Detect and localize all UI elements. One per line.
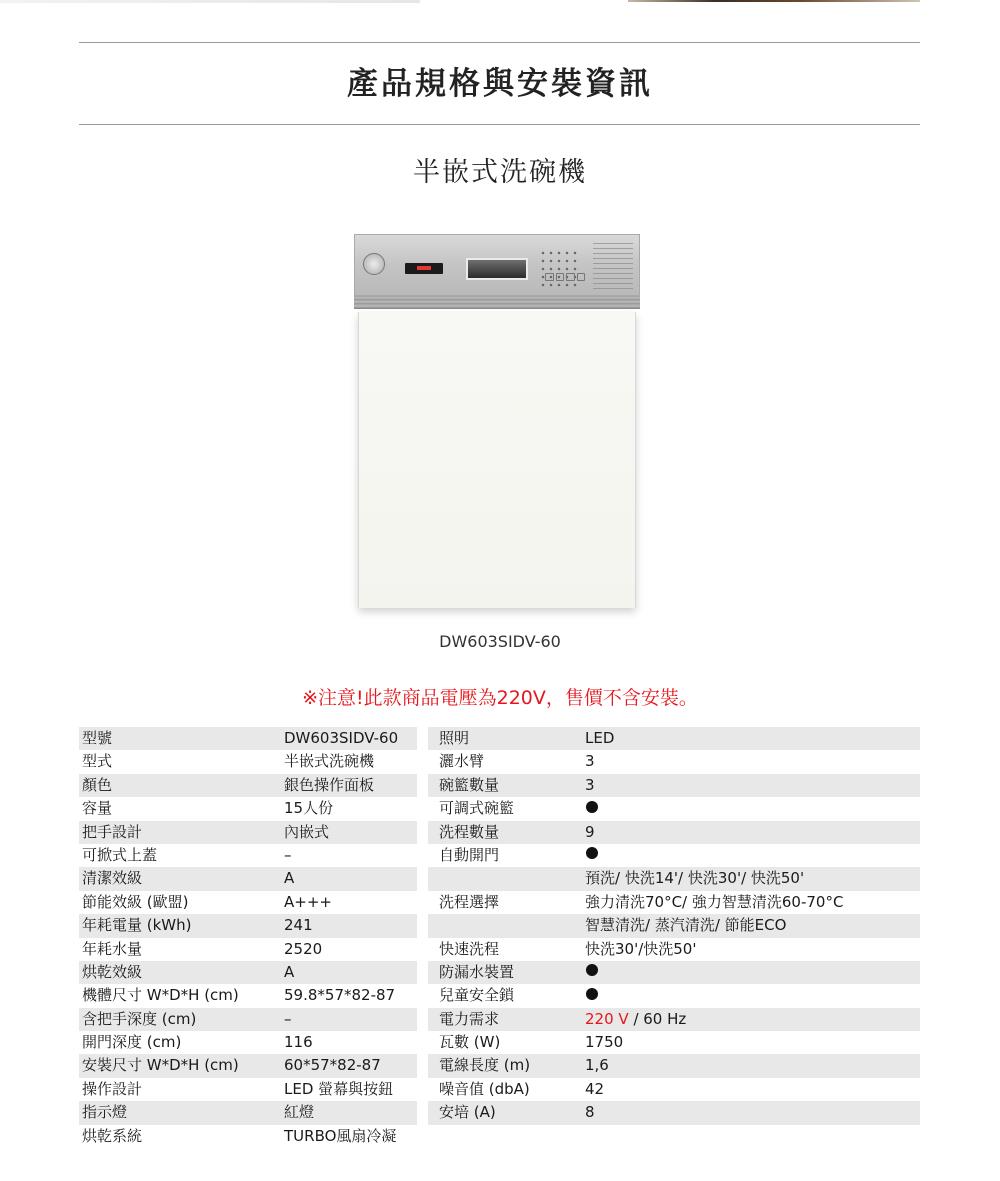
spec-value-text: – <box>284 845 292 864</box>
spec-value-text: 42 <box>585 1079 605 1098</box>
spec-value <box>284 844 292 867</box>
spec-label: 灑水臂 <box>439 752 485 771</box>
spec-value-text: 60*57*82-87 <box>284 1056 381 1075</box>
spec-row <box>428 821 920 844</box>
spec-row <box>428 1008 920 1031</box>
divider-top <box>79 42 920 43</box>
control-panel <box>354 234 640 296</box>
door-handle <box>466 258 528 280</box>
spec-value-text: 1,6 <box>585 1056 609 1075</box>
spec-value <box>585 984 598 1007</box>
spec-value <box>284 1101 314 1124</box>
spec-row <box>79 727 417 750</box>
spec-row <box>428 727 920 750</box>
program-list <box>593 243 633 291</box>
top-strip <box>0 0 420 3</box>
spec-value-text: 15人份 <box>284 799 334 818</box>
spec-value <box>284 774 374 797</box>
spec-value <box>585 1054 609 1077</box>
spec-row <box>79 891 417 914</box>
spec-value <box>284 1008 292 1031</box>
spec-row <box>428 797 920 820</box>
spec-label: 年耗電量 (kWh) <box>82 916 192 935</box>
spec-value <box>284 867 294 890</box>
divider-bottom <box>79 124 920 125</box>
spec-row <box>428 914 920 937</box>
spec-value <box>585 938 696 961</box>
spec-label: 碗籃數量 <box>439 775 500 794</box>
spec-value <box>585 1008 686 1031</box>
spec-value-text: 241 <box>284 916 313 935</box>
spec-label: 年耗水量 <box>82 939 143 958</box>
spec-label: 噪音值 (dbA) <box>439 1079 530 1098</box>
spec-row <box>428 1031 920 1054</box>
spec-value-text: LED 螢幕與按鈕 <box>284 1079 394 1098</box>
spec-value <box>284 750 374 773</box>
spec-value <box>284 1054 381 1077</box>
spec-value <box>284 938 322 961</box>
spec-value-text: 1750 <box>585 1033 624 1052</box>
spec-label: 指示燈 <box>82 1103 128 1122</box>
spec-row <box>79 821 417 844</box>
spec-value <box>585 797 598 820</box>
spec-row <box>428 1101 920 1124</box>
spec-label: 烘乾系統 <box>82 1126 143 1145</box>
spec-value <box>585 821 595 844</box>
indicator-lights <box>539 249 581 287</box>
spec-value-text: 內嵌式 <box>284 822 330 841</box>
spec-label: 可調式碗籃 <box>439 799 515 818</box>
voltage-value: 220 V <box>585 1009 629 1028</box>
spec-value-text: – <box>284 1009 292 1028</box>
spec-value <box>284 821 329 844</box>
spec-value-text: 快洗30'/快洗50' <box>585 939 697 958</box>
spec-label: 含把手深度 (cm) <box>82 1009 197 1028</box>
spec-value-text: 紅燈 <box>284 1103 315 1122</box>
spec-row <box>79 867 417 890</box>
spec-value <box>585 867 804 890</box>
spec-value <box>284 1031 313 1054</box>
spec-value <box>585 774 595 797</box>
spec-value <box>585 891 843 914</box>
spec-row <box>79 844 417 867</box>
spec-value-text: DW603SIDV-60 <box>284 729 399 747</box>
spec-label: 洗程數量 <box>439 822 500 841</box>
spec-label: 照明 <box>439 729 470 747</box>
spec-label: 節能效級 (歐盟) <box>82 892 189 911</box>
spec-value <box>284 1125 396 1148</box>
spec-value-text: TURBO風扇冷凝 <box>284 1126 397 1145</box>
spec-row <box>79 1078 417 1101</box>
spec-value <box>284 797 333 820</box>
spec-row <box>79 774 417 797</box>
spec-value-text: A+++ <box>284 892 332 911</box>
spec-value <box>284 984 395 1007</box>
spec-label: 電力需求 <box>439 1009 500 1028</box>
spec-value <box>284 1078 393 1101</box>
spec-value-text: 半嵌式洗碗機 <box>284 752 375 771</box>
spec-value-text: 預洗/ 快洗14'/ 快洗30'/ 快洗50' <box>585 869 805 888</box>
spec-row <box>428 1078 920 1101</box>
spec-value-text: 9 <box>585 822 595 841</box>
spec-row <box>79 1054 417 1077</box>
spec-value-text: 2520 <box>284 939 323 958</box>
spec-row <box>428 984 920 1007</box>
spec-value-text: 8 <box>585 1103 595 1122</box>
spec-row <box>428 774 920 797</box>
spec-label: 自動開門 <box>439 845 500 864</box>
spec-value <box>284 914 313 937</box>
spec-label: 防漏水裝置 <box>439 962 515 981</box>
spec-label: 快速洗程 <box>439 939 500 958</box>
spec-row <box>428 844 920 867</box>
spec-label: 洗程選擇 <box>439 892 500 911</box>
dishwasher-door <box>358 312 636 608</box>
spec-value <box>585 1101 595 1124</box>
spec-value-text: 3 <box>585 775 595 794</box>
spec-value <box>284 891 332 914</box>
spec-value <box>585 1078 604 1101</box>
spec-label: 操作設計 <box>82 1079 143 1098</box>
spec-label: 可掀式上蓋 <box>82 845 158 864</box>
page-title: 產品規格與安裝資訊 <box>347 66 653 102</box>
spec-row <box>79 961 417 984</box>
spec-row <box>428 750 920 773</box>
spec-row <box>79 1101 417 1124</box>
product-category: 半嵌式洗碗機 <box>413 157 587 188</box>
panel-buttons <box>545 273 585 281</box>
spec-row <box>79 1008 417 1031</box>
spec-value-text: 3 <box>585 752 595 771</box>
bullet-icon <box>586 801 598 813</box>
brand-logo-icon <box>363 253 385 275</box>
spec-label: 顏色 <box>82 775 113 794</box>
model-caption: DW603SIDV-60 <box>439 632 561 651</box>
spec-label: 開門深度 (cm) <box>82 1033 182 1052</box>
spec-row <box>79 938 417 961</box>
spec-row <box>79 1125 417 1148</box>
spec-table-left <box>79 727 417 1148</box>
spec-row <box>428 867 920 890</box>
spec-label: 電線長度 (m) <box>439 1056 531 1075</box>
bullet-icon <box>586 847 598 859</box>
spec-value <box>585 750 595 773</box>
spec-row <box>79 984 417 1007</box>
spec-label: 型式 <box>82 752 113 771</box>
spec-value <box>585 961 598 984</box>
spec-label: 安培 (A) <box>439 1103 496 1122</box>
spec-row <box>428 1054 920 1077</box>
spec-value-text: 59.8*57*82-87 <box>284 986 396 1005</box>
spec-label: 把手設計 <box>82 822 143 841</box>
spec-value <box>585 914 786 937</box>
spec-value-text: 強力清洗70°C/ 強力智慧清洗60-70°C <box>585 892 844 911</box>
spec-row <box>79 750 417 773</box>
spec-value-text: A <box>284 869 295 888</box>
bullet-icon <box>586 964 598 976</box>
spec-label: 機體尺寸 W*D*H (cm) <box>82 986 239 1005</box>
top-accent-strip <box>628 0 920 2</box>
spec-row <box>428 938 920 961</box>
spec-value-text: / 60 Hz <box>628 1009 687 1028</box>
spec-value <box>284 961 294 984</box>
spec-table-right <box>428 727 920 1125</box>
spec-row <box>79 1031 417 1054</box>
spec-value <box>585 844 598 867</box>
spec-label: 容量 <box>82 799 113 818</box>
spec-value-text: 銀色操作面板 <box>284 775 375 794</box>
panel-trim <box>354 296 640 309</box>
spec-label: 清潔效級 <box>82 869 143 888</box>
spec-value-text: LED <box>585 729 615 747</box>
spec-value-text: 116 <box>284 1033 313 1052</box>
bullet-icon <box>586 988 598 1000</box>
spec-label: 烘乾效級 <box>82 962 143 981</box>
spec-row <box>428 891 920 914</box>
spec-label: 瓦數 (W) <box>439 1033 501 1052</box>
spec-row <box>79 797 417 820</box>
spec-value-text: 智慧清洗/ 蒸汽清洗/ 節能ECO <box>585 916 787 935</box>
product-image <box>354 234 640 614</box>
spec-label: 型號 <box>82 729 113 747</box>
spec-value <box>585 727 614 750</box>
spec-value <box>284 727 398 750</box>
spec-row <box>428 961 920 984</box>
spec-value-text: A <box>284 962 295 981</box>
voltage-notice: ※注意!此款商品電壓為220V，售價不含安裝。 <box>302 687 698 709</box>
spec-label: 兒童安全鎖 <box>439 986 515 1005</box>
spec-label: 安裝尺寸 W*D*H (cm) <box>82 1056 239 1075</box>
spec-value <box>585 1031 623 1054</box>
spec-row <box>79 914 417 937</box>
led-display <box>405 263 443 274</box>
